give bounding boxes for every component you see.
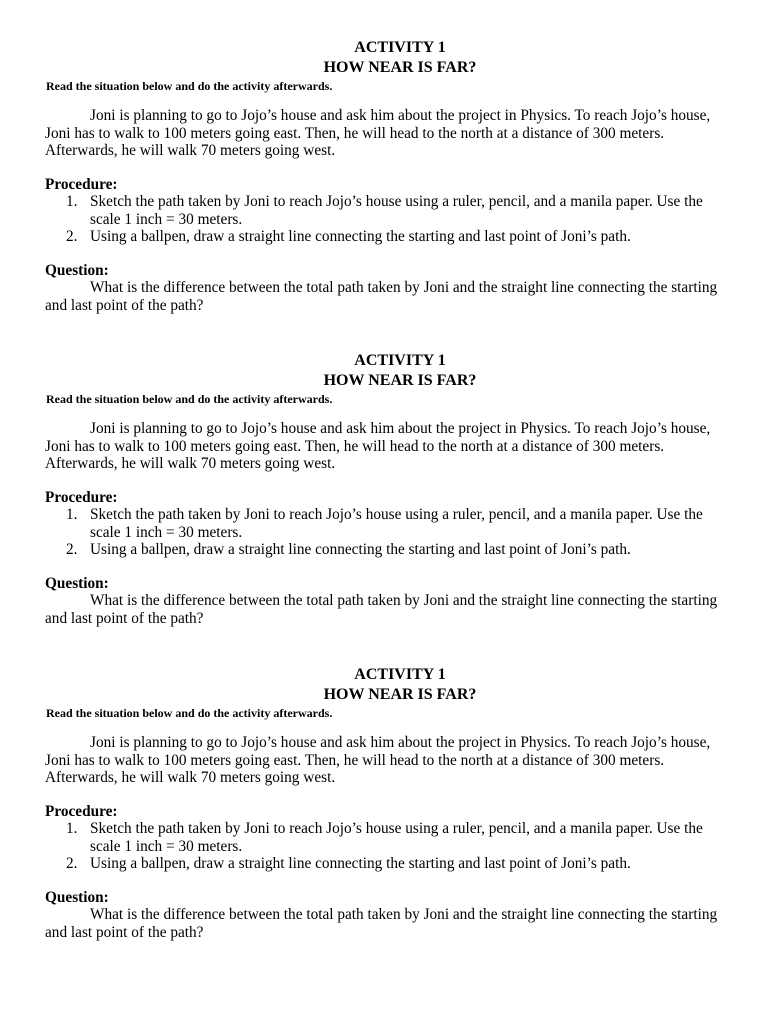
question-heading: Question:	[45, 261, 109, 279]
step-number: 1.	[66, 506, 78, 523]
step-text: Using a ballpen, draw a straight line connecting the starting and last point of Joni’s path.	[90, 228, 631, 245]
step-number: 2.	[66, 541, 78, 558]
activity-subtitle: HOW NEAR IS FAR?	[323, 372, 477, 389]
question-text: What is the difference between the total path taken by Joni and the straight line connecting the starting and last point of the path?	[45, 592, 718, 627]
activity-title: ACTIVITY 1	[354, 666, 446, 683]
procedure-step	[45, 855, 725, 873]
step-number: 2.	[66, 855, 78, 872]
procedure-step	[45, 228, 725, 246]
situation-paragraph: Joni is planning to go to Jojo’s house and ask him about the project in Physics. To reach Jojo’s house, Joni has to walk to 100 meters going east. Then, he will head to the north at a distance of 300 meters. Afterwards, he will walk 70 meters going west.	[45, 734, 711, 786]
question-heading: Question:	[45, 574, 109, 592]
step-number: 1.	[66, 193, 78, 210]
situation-paragraph: Joni is planning to go to Jojo’s house and ask him about the project in Physics. To reach Jojo’s house, Joni has to walk to 100 meters going east. Then, he will head to the north at a distance of 300 meters. Afterwards, he will walk 70 meters going west.	[45, 420, 711, 472]
step-text: Sketch the path taken by Joni to reach Jojo’s house using a ruler, pencil, and a manila paper. Use the scale 1 inch = 30 meters.	[90, 820, 703, 855]
procedure-list	[45, 506, 725, 559]
activity-block	[45, 665, 725, 941]
activity-block	[45, 351, 725, 627]
activity-title: ACTIVITY 1	[354, 39, 446, 56]
question-heading: Question:	[45, 888, 109, 906]
procedure-heading: Procedure:	[45, 802, 118, 820]
activity-title: ACTIVITY 1	[354, 352, 446, 369]
step-text: Using a ballpen, draw a straight line connecting the starting and last point of Joni’s path.	[90, 855, 631, 872]
step-text: Using a ballpen, draw a straight line connecting the starting and last point of Joni’s path.	[90, 541, 631, 558]
activity-subtitle: HOW NEAR IS FAR?	[323, 686, 477, 703]
activity-subtitle: HOW NEAR IS FAR?	[323, 59, 477, 76]
activity-instruction: Read the situation below and do the activity afterwards.	[46, 706, 333, 720]
procedure-heading: Procedure:	[45, 175, 118, 193]
activity-block	[45, 38, 725, 314]
step-text: Sketch the path taken by Joni to reach Jojo’s house using a ruler, pencil, and a manila paper. Use the scale 1 inch = 30 meters.	[90, 193, 703, 228]
activity-instruction: Read the situation below and do the activity afterwards.	[46, 79, 333, 93]
step-number: 1.	[66, 820, 78, 837]
procedure-list	[45, 193, 725, 246]
activity-instruction: Read the situation below and do the activity afterwards.	[46, 392, 333, 406]
step-number: 2.	[66, 228, 78, 245]
procedure-list	[45, 820, 725, 873]
procedure-step	[45, 193, 725, 228]
question-text: What is the difference between the total path taken by Joni and the straight line connecting the starting and last point of the path?	[45, 279, 718, 314]
question-text: What is the difference between the total path taken by Joni and the straight line connecting the starting and last point of the path?	[45, 906, 718, 941]
procedure-heading: Procedure:	[45, 488, 118, 506]
step-text: Sketch the path taken by Joni to reach Jojo’s house using a ruler, pencil, and a manila paper. Use the scale 1 inch = 30 meters.	[90, 506, 703, 541]
procedure-step	[45, 506, 725, 541]
procedure-step	[45, 541, 725, 559]
situation-paragraph: Joni is planning to go to Jojo’s house and ask him about the project in Physics. To reach Jojo’s house, Joni has to walk to 100 meters going east. Then, he will head to the north at a distance of 300 meters. Afterwards, he will walk 70 meters going west.	[45, 107, 711, 159]
procedure-step	[45, 820, 725, 855]
